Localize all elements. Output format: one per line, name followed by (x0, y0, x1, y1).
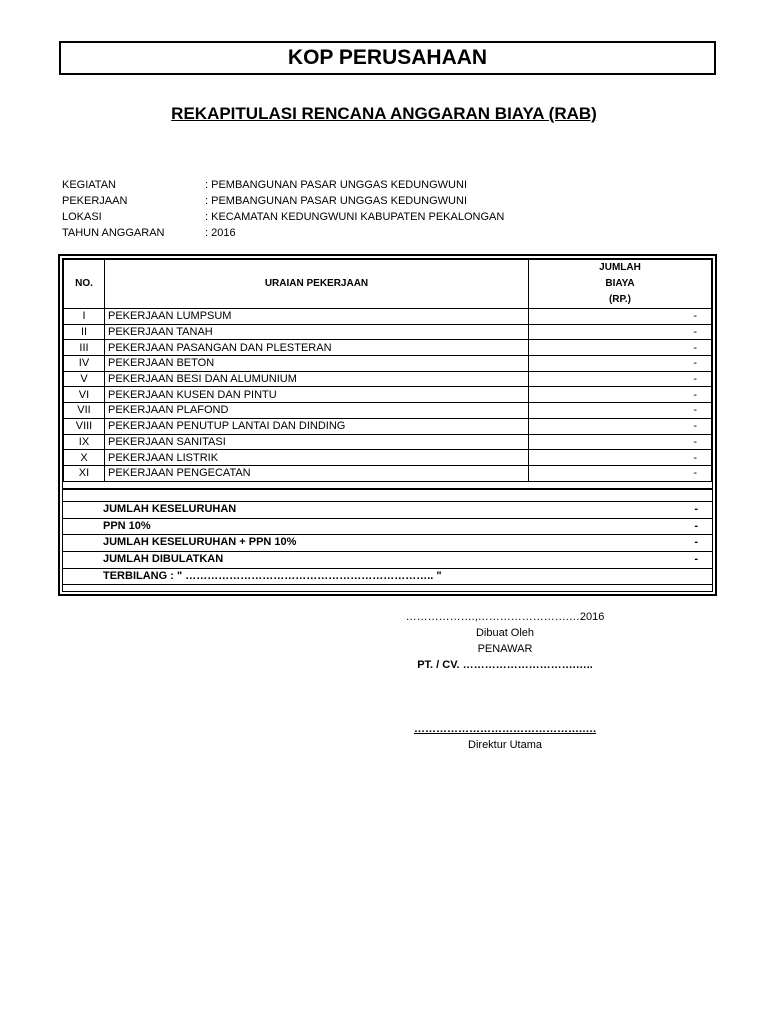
row-value: - (529, 403, 712, 419)
total-value: - (694, 553, 698, 566)
place-date-line: ……………….,…………………….…2016 (405, 611, 605, 623)
info-row-lokasi (62, 209, 504, 225)
total-value: - (694, 503, 698, 515)
info-value: : PEMBANGUNAN PASAR UNGGAS KEDUNGWUNI (205, 195, 467, 207)
info-row-tahun (62, 225, 504, 241)
row-value: - (529, 450, 712, 466)
row-value: - (529, 387, 712, 403)
total-row-terbilang (63, 569, 712, 586)
row-value: - (529, 434, 712, 450)
info-label: LOKASI (62, 211, 102, 223)
rab-table-frame (58, 254, 717, 596)
role-label: PENAWAR (477, 643, 533, 655)
table-row (64, 309, 712, 325)
row-no: V (64, 371, 105, 387)
total-row-ppn (63, 519, 712, 536)
total-value: - (694, 536, 698, 549)
row-value: - (529, 356, 712, 372)
total-label: JUMLAH KESELURUHAN + PPN 10% (103, 536, 297, 549)
info-value: : KECAMATAN KEDUNGWUNI KABUPATEN PEKALONGAN (205, 211, 505, 223)
row-no: VIII (64, 418, 105, 434)
row-desc: PEKERJAAN PENGECATAN (105, 465, 529, 481)
row-desc: PEKERJAAN LISTRIK (105, 450, 529, 466)
totals-spacer-row (63, 490, 712, 502)
row-value: - (529, 465, 712, 481)
row-desc: PEKERJAAN KUSEN DAN PINTU (105, 387, 529, 403)
total-label: PPN 10% (103, 519, 151, 532)
total-label: JUMLAH KESELURUHAN (103, 503, 237, 515)
row-value: - (529, 309, 712, 325)
table-row (64, 340, 712, 356)
row-desc: PEKERJAAN TANAH (105, 324, 529, 340)
row-desc: PEKERJAAN BETON (105, 356, 529, 372)
total-row-jumlah-ppn (63, 535, 712, 552)
info-value: : PEMBANGUNAN PASAR UNGGAS KEDUNGWUNI (205, 179, 467, 191)
row-no: III (64, 340, 105, 356)
info-row-kegiatan (62, 177, 504, 193)
table-row (64, 434, 712, 450)
row-desc: PEKERJAAN LUMPSUM (105, 309, 529, 325)
total-value: - (694, 519, 698, 532)
header-rp: (RP.) (608, 294, 632, 305)
signature-space (400, 673, 610, 721)
table-row (64, 387, 712, 403)
table-row (64, 371, 712, 387)
terbilang-text: TERBILANG : " ………………………………………………………….. " (103, 569, 442, 582)
table-row (64, 418, 712, 434)
row-value: - (529, 371, 712, 387)
total-row-dibulatkan (63, 552, 712, 569)
row-no: XI (64, 465, 105, 481)
row-no: X (64, 450, 105, 466)
table-row (64, 450, 712, 466)
company-letterhead: KOP PERUSAHAAN (59, 41, 716, 75)
table-row (64, 324, 712, 340)
row-no: II (64, 324, 105, 340)
row-value: - (529, 418, 712, 434)
rab-items-table (63, 259, 712, 482)
info-label: TAHUN ANGGARAN (62, 227, 165, 239)
signer-position: Direktur Utama (468, 739, 542, 751)
row-desc: PEKERJAAN PASANGAN DAN PLESTERAN (105, 340, 529, 356)
info-label: KEGIATAN (62, 179, 116, 191)
info-row-pekerjaan (62, 193, 504, 209)
document-title: REKAPITULASI RENCANA ANGGARAN BIAYA (RAB) (171, 104, 597, 123)
table-row (64, 356, 712, 372)
signature-block (400, 609, 610, 753)
table-header-row (64, 260, 712, 309)
header-jumlah: JUMLAH (599, 262, 641, 273)
row-desc: PEKERJAAN PLAFOND (105, 403, 529, 419)
project-info (62, 177, 504, 241)
header-no: NO. (64, 260, 105, 309)
row-desc: PEKERJAAN BESI DAN ALUMUNIUM (105, 371, 529, 387)
company-name-line: PT. / CV. ………………………….….. (417, 659, 593, 671)
row-no: IX (64, 434, 105, 450)
row-no: VI (64, 387, 105, 403)
row-no: VII (64, 403, 105, 419)
row-value: - (529, 340, 712, 356)
made-by-label: Dibuat Oleh (475, 627, 535, 639)
row-no: I (64, 309, 105, 325)
header-biaya: BIAYA (605, 278, 635, 289)
row-desc: PEKERJAAN SANITASI (105, 434, 529, 450)
table-row (64, 403, 712, 419)
totals-section (63, 488, 712, 596)
info-value: : 2016 (205, 227, 236, 239)
signer-name-line: ……………………………………….…. (413, 723, 597, 735)
header-jumlah-biaya (529, 260, 712, 309)
info-label: PEKERJAAN (62, 195, 128, 207)
row-no: IV (64, 356, 105, 372)
total-label: JUMLAH DIBULATKAN (103, 553, 224, 566)
row-value: - (529, 324, 712, 340)
header-uraian: URAIAN PEKERJAAN (105, 260, 529, 309)
total-row-jumlah (63, 502, 712, 519)
row-desc: PEKERJAAN PENUTUP LANTAI DAN DINDING (105, 418, 529, 434)
rab-table-inner (62, 258, 713, 592)
totals-end-row (63, 585, 712, 596)
table-row (64, 465, 712, 481)
